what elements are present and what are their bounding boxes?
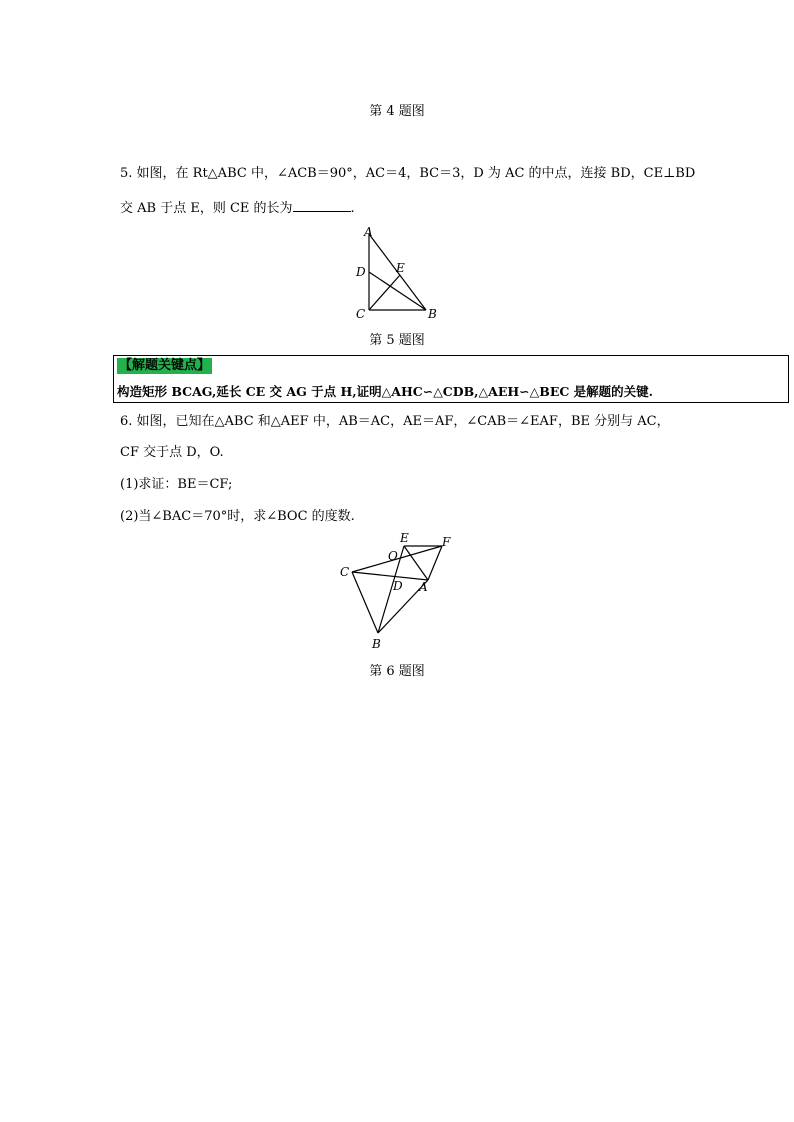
label-O6: O: [388, 549, 398, 563]
label-F6: F: [442, 535, 451, 549]
figure-5-diagram: [350, 222, 450, 322]
figure-4-caption: 第 4 题图: [369, 104, 425, 119]
question-5-line-2-text: 交 AB 于点 E，则 CE 的长为: [120, 201, 293, 216]
key-point-tag: 【解题关键点】: [119, 358, 211, 373]
label-E6: E: [400, 531, 409, 545]
label-D6: D: [393, 579, 403, 593]
key-point-text: 构造矩形 BCAG,延长 CE 交 AG 于点 H,证明△AHC∽△CDB,△AEH∽△BEC 是解题的关键.: [117, 384, 653, 399]
label-B6: B: [372, 637, 381, 651]
question-5-line-1: 5. 如图，在 Rt△ABC 中，∠ACB＝90°，AC＝4，BC＝3，D 为 AC 的中点，连接 BD，CE⊥BD: [120, 166, 696, 181]
label-A: A: [364, 225, 373, 239]
label-C: C: [356, 307, 366, 321]
answer-blank: [293, 199, 351, 212]
key-point-box: [113, 355, 789, 403]
question-6-part-2: (2)当∠BAC＝70°时，求∠BOC 的度数.: [120, 509, 355, 524]
label-C6: C: [340, 565, 350, 579]
figure-5-caption: 第 5 题图: [369, 333, 425, 348]
question-6-line-1: 6. 如图，已知在△ABC 和△AEF 中，AB＝AC，AE＝AF，∠CAB＝∠EAF，BE 分别与 AC，: [120, 414, 670, 429]
figure-6-diagram: [338, 532, 458, 652]
label-E: E: [396, 261, 405, 275]
label-D: D: [356, 265, 366, 279]
label-A6: A: [419, 580, 428, 594]
question-6-line-2: CF 交于点 D，O.: [120, 445, 224, 460]
question-5-line-2: [120, 199, 355, 217]
question-6-part-1: (1)求证：BE＝CF;: [120, 477, 233, 492]
figure-6-caption: 第 6 题图: [369, 664, 425, 679]
label-B: B: [428, 307, 437, 321]
question-5-period: .: [350, 201, 355, 216]
